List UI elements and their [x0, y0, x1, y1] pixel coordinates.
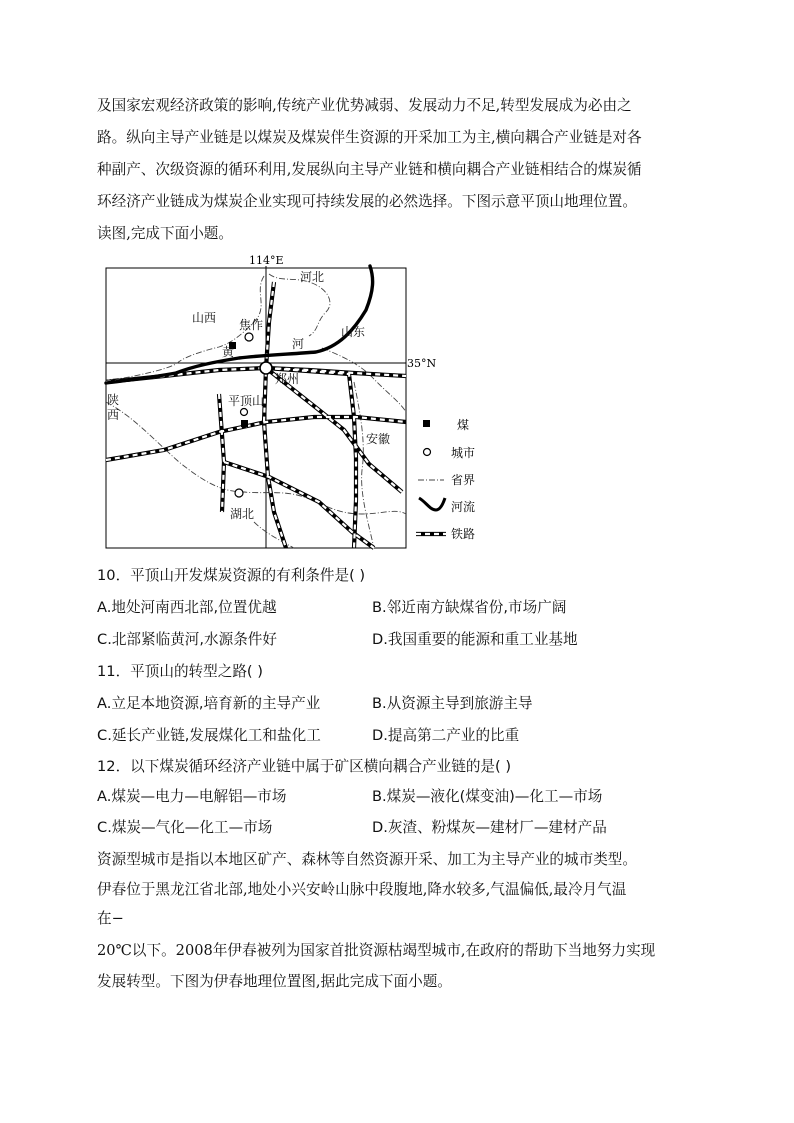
label-shaanxi-2: 西	[107, 408, 120, 422]
label-shandong: 山东	[341, 325, 366, 339]
label-shaanxi-1: 陕	[107, 393, 120, 407]
question-10-option-c[interactable]: C.北部紧临黄河,水源条件好	[97, 631, 278, 648]
intro-line: 读图,完成下面小题。	[97, 225, 233, 242]
intro-line: 种副产、次级资源的循环利用,发展纵向主导产业链和横向耦合产业链相结合的煤炭循	[97, 161, 642, 178]
city-marker-pingdingshan	[241, 409, 248, 416]
legend-city-label: 城市	[451, 446, 476, 460]
question-12-option-d[interactable]: D.灰渣、粉煤灰—建材厂—建材产品	[372, 819, 607, 836]
label-jiaozuo: 焦作	[239, 318, 264, 332]
passage-line: 在−	[97, 910, 124, 927]
label-pingdingshan: 平顶山	[228, 394, 265, 408]
map-legend	[416, 417, 475, 541]
question-11-stem: 11．平顶山的转型之路( )	[97, 663, 263, 680]
label-he: 河	[292, 337, 305, 351]
question-10-option-b[interactable]: B.邻近南方缺煤省份,市场广阔	[372, 599, 567, 616]
passage-line: 资源型城市是指以本地区矿产、森林等自然资源开采、加工为主导产业的城市类型。	[97, 851, 637, 868]
city-marker-jiaozuo	[245, 333, 253, 341]
legend-railway-label: 铁路	[451, 527, 476, 541]
question-11-option-b[interactable]: B.从资源主导到旅游主导	[372, 695, 533, 712]
question-12-option-a[interactable]: A.煤炭—电力—电解铝—市场	[97, 788, 287, 805]
question-10-stem: 10．平顶山开发煤炭资源的有利条件是( )	[97, 567, 366, 584]
passage-line: 发展转型。下图为伊春地理位置图,据此完成下面小题。	[97, 973, 452, 990]
meridian-label: 114°E	[249, 254, 284, 267]
map-frame	[106, 268, 406, 548]
legend-city-icon	[424, 449, 431, 456]
parallel-label: 35°N	[407, 357, 437, 370]
city-marker-zhengzhou	[260, 362, 272, 374]
label-shanxi: 山西	[192, 311, 217, 325]
label-huang: 黄	[222, 345, 235, 359]
label-hebei: 河北	[300, 270, 325, 284]
intro-line: 环经济产业链成为煤炭企业实现可持续发展的必然选择。下图示意平顶山地理位置。	[97, 193, 637, 210]
question-11-option-a[interactable]: A.立足本地资源,培育新的主导产业	[97, 695, 321, 712]
question-11-option-d[interactable]: D.提高第二产业的比重	[372, 727, 520, 744]
question-10-option-a[interactable]: A.地处河南西北部,位置优越	[97, 599, 277, 616]
legend-river-label: 河流	[451, 500, 476, 514]
intro-line: 及国家宏观经济政策的影响,传统产业优势减弱、发展动力不足,转型发展成为必由之	[97, 97, 632, 114]
question-12-stem: 12．以下煤炭循环经济产业链中属于矿区横向耦合产业链的是( )	[97, 758, 512, 775]
coal-marker-pingdingshan	[241, 420, 248, 427]
label-anhui: 安徽	[366, 432, 391, 446]
legend-river-icon	[419, 498, 445, 510]
legend-border-label: 省界	[451, 473, 476, 487]
question-11-option-c[interactable]: C.延长产业链,发展煤化工和盐化工	[97, 727, 321, 744]
passage-line: 伊春位于黑龙江省北部,地处小兴安岭山脉中段腹地,降水较多,气温偏低,最冷月气温	[97, 881, 627, 898]
legend-coal-label: 煤	[457, 418, 470, 432]
city-marker-hubei	[235, 489, 243, 497]
legend-coal-icon	[423, 420, 430, 427]
label-hubei: 湖北	[230, 507, 255, 521]
question-12-option-b[interactable]: B.煤炭—液化(煤变油)—化工—市场	[372, 788, 603, 805]
question-12-option-c[interactable]: C.煤炭—气化—化工—市场	[97, 819, 273, 836]
question-10-option-d[interactable]: D.我国重要的能源和重工业基地	[372, 631, 578, 648]
pingdingshan-location-map	[104, 252, 524, 552]
passage-line: 20℃以下。2008年伊春被列为国家首批资源枯竭型城市,在政府的帮助下当地努力实现	[97, 942, 656, 959]
label-zhengzhou: 郑州	[275, 372, 300, 386]
intro-line: 路。纵向主导产业链是以煤炭及煤炭伴生资源的开采加工为主,横向耦合产业链是对各	[97, 129, 642, 146]
